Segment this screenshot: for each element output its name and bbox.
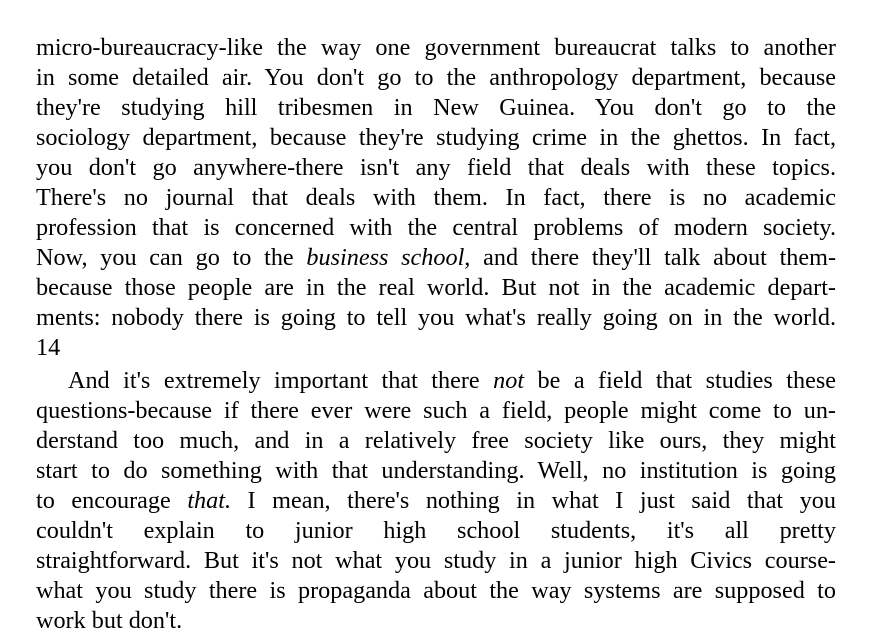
text-line <box>36 243 836 273</box>
text-line: you don't go anywhere-there isn't any field that deals with these topics. <box>36 154 836 181</box>
text-segment: and there they'll talk about them- <box>470 244 837 271</box>
text-line: sociology department, because they're studying crime in the ghettos. In fact, <box>36 124 836 151</box>
text-line: start to do something with that understanding. Well, no institution is going <box>36 457 836 484</box>
text-segment: to encourage <box>36 487 188 514</box>
text-line <box>36 486 836 516</box>
text-line: derstand too much, and in a relatively free society like ours, they might <box>36 427 836 454</box>
text-line: straightforward. But it's not what you study in a junior high Civics course- <box>36 547 836 574</box>
text-segment: And it's extremely important that there <box>68 367 494 394</box>
text-line: couldn't explain to junior high school students, it's all pretty <box>36 517 836 544</box>
paragraph-1 <box>36 33 836 333</box>
paragraph-2 <box>36 366 836 636</box>
text-line <box>36 366 836 396</box>
text-line: micro-bureaucracy-like the way one government bureaucrat talks to another <box>36 34 836 61</box>
text-line: ments: nobody there is going to tell you what's really going on in the world. <box>36 304 836 331</box>
emphasized-text: business school, <box>306 244 471 271</box>
emphasized-text: that. <box>187 487 231 514</box>
document-page <box>36 33 836 636</box>
page-number: 14 <box>36 334 61 361</box>
text-line: work but don't. <box>36 607 183 634</box>
text-segment: be a field that studies these <box>524 367 836 394</box>
text-line: in some detailed air. You don't go to the anthropology department, because <box>36 64 836 91</box>
text-line: questions-because if there ever were such a field, people might come to un- <box>36 397 836 424</box>
text-line: they're studying hill tribesmen in New Guinea. You don't go to the <box>36 94 836 121</box>
text-line: what you study there is propaganda about the way systems are supposed to <box>36 577 836 604</box>
text-line: because those people are in the real world. But not in the academic depart- <box>36 274 836 301</box>
text-line: profession that is concerned with the central problems of modern society. <box>36 214 836 241</box>
emphasized-text: not <box>493 367 525 394</box>
text-segment: I mean, there's nothing in what I just said that you <box>231 487 836 514</box>
text-segment: Now, you can go to the <box>36 244 307 271</box>
text-line: There's no journal that deals with them. In fact, there is no academic <box>36 184 836 211</box>
